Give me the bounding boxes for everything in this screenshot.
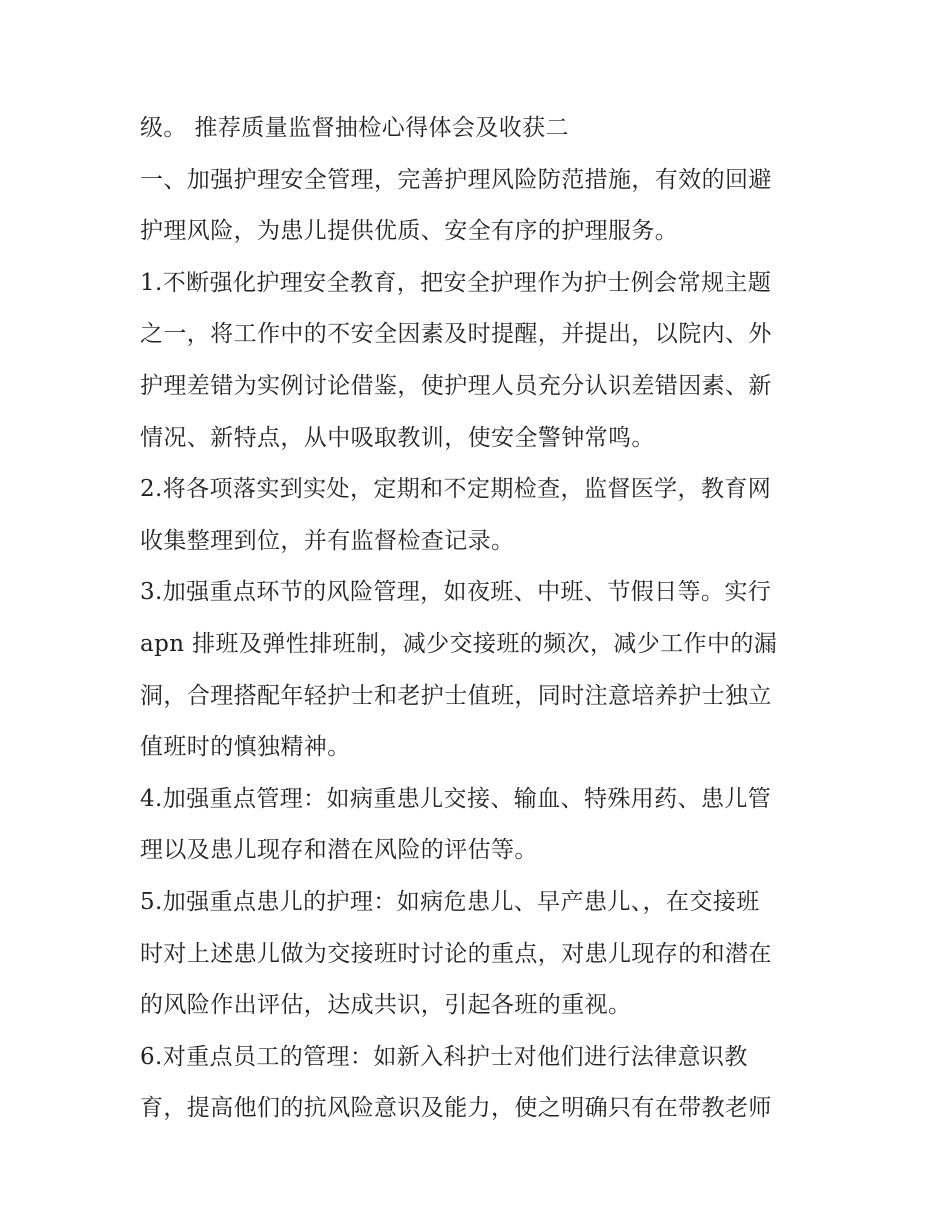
text-line: 1.不断强化护理安全教育，把安全护理作为护士例会常规主题 [140, 269, 772, 296]
text-line: 洞，合理搭配年轻护士和老护士值班，同时注意培养护士独立 [140, 682, 772, 709]
text-line: 护理风险，为患儿提供优质、安全有序的护理服务。 [140, 218, 679, 245]
text-line: 4.加强重点管理：如病重患儿交接、输血、特殊用药、患儿管 [140, 785, 772, 812]
text-line: 2.将各项落实到实处，定期和不定期检查，监督医学，教育网 [140, 476, 772, 503]
text-line: apn 排班及弹性排班制，减少交接班的频次，减少工作中的漏 [140, 630, 778, 657]
text-line: 6.对重点员工的管理：如新入科护士对他们进行法律意识教 [140, 1043, 748, 1070]
text-line: 之一，将工作中的不安全因素及时提醒，并提出，以院内、外 [140, 321, 772, 348]
text-line: 理以及患儿现存和潜在风险的评估等。 [140, 837, 538, 864]
text-line: 5.加强重点患儿的护理：如病危患儿、早产患儿、，在交接班 [140, 888, 760, 915]
text-line: 级。 推荐质量监督抽检心得体会及收获二 [140, 115, 569, 141]
text-line: 情况、新特点，从中吸取教训，使安全警钟常鸣。 [140, 424, 655, 451]
text-line: 3.加强重点环节的风险管理，如夜班、中班、节假日等。实行 [140, 579, 772, 606]
text-line: 值班时的慎独精神。 [140, 734, 351, 761]
text-line: 护理差错为实例讨论借鉴，使护理人员充分认识差错因素、新 [140, 372, 772, 399]
text-line: 育，提高他们的抗风险意识及能力，使之明确只有在带教老师 [140, 1095, 772, 1122]
text-line: 的风险作出评估，达成共识，引起各班的重视。 [140, 992, 632, 1019]
text-line: 时对上述患儿做为交接班时讨论的重点，对患儿现存的和潜在 [140, 940, 772, 967]
text-line: 收集整理到位，并有监督检查记录。 [140, 527, 515, 554]
document-body [140, 103, 815, 1135]
text-line: 一、加强护理安全管理，完善护理风险防范措施，有效的回避 [140, 166, 772, 193]
